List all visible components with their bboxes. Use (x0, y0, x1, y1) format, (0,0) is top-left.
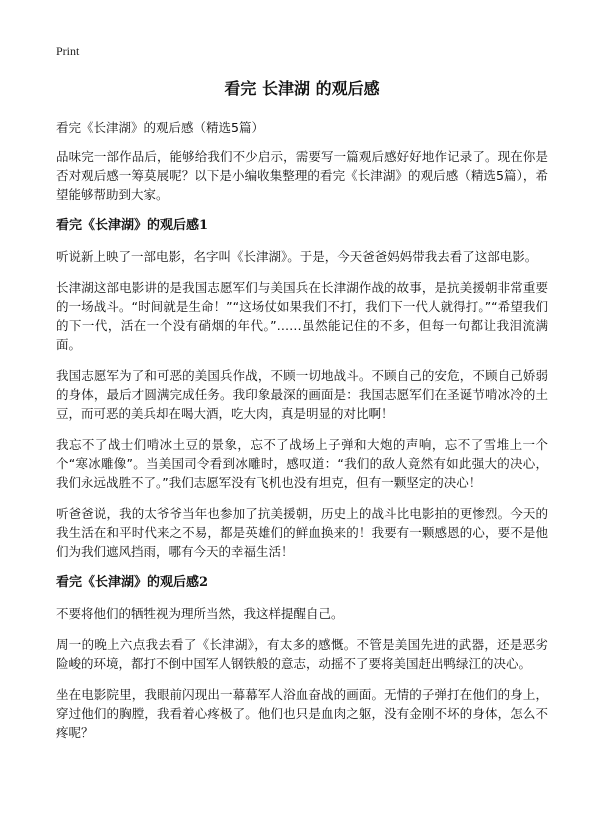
intro-paragraph: 品味完一部作品后，能够给我们不少启示，需要写一篇观后感好好地作记录了。现在你是否对观后感一筹莫展呢？以下是小编收集整理的看完《长津湖》的观后感（精选5篇），希望能够帮助到大家。 (56, 149, 548, 202)
section-2-paragraph-1: 不要将他们的牺牲视为理所当然，我这样提醒自己。 (56, 606, 344, 621)
page-subtitle: 看完《长津湖》的观后感（精选5篇） (56, 120, 264, 135)
section-1-paragraph-2: 长津湖这部电影讲的是我国志愿军们与美国兵在长津湖作战的故事，是抗美援朝非常重要的一场战斗。“时间就是生命！”“这场仗如果我们不打，我们下一代人就得打。”“希望我们的下一代，活在一个没有硝烟的年代。”……虽然能记住的不多，但每一句都让我泪流满面。 (56, 280, 548, 352)
section-2-paragraph-2: 周一的晚上六点我去看了《长津湖》，有太多的感慨。不管是美国先进的武器，还是恶劣险峻的环境，都打不倒中国军人钢铁般的意志，动摇不了要将美国赶出鸭绿江的决心。 (56, 637, 548, 671)
section-heading-2: 看完《长津湖》的观后感2 (56, 575, 209, 590)
section-1-paragraph-3: 我国志愿军为了和可恶的美国兵作战，不顾一切地战斗。不顾自己的安危，不顾自己娇弱的身体，最后才圆满完成任务。我印象最深的画面是：我国志愿军们在圣诞节啃冰冷的土豆，而可恶的美兵却在喝大酒，吃大肉，真是明显的对比啊！ (56, 368, 548, 421)
section-heading-1: 看完《长津湖》的观后感1 (56, 218, 209, 233)
document-body (56, 78, 548, 754)
page-title: 看完 长津湖 的观后感 (224, 79, 380, 98)
section-1-paragraph-5: 听爸爸说，我的太爷爷当年也参加了抗美援朝，历史上的战斗比电影拍的更惨烈。今天的我生活在和平时代来之不易，都是英雄们的鲜血换来的！我要有一颗感恩的心，要不是他们为我们遮风挡雨，哪有今天的幸福生活！ (56, 506, 548, 559)
print-link[interactable]: Print (56, 44, 80, 58)
section-1-paragraph-4: 我忘不了战士们啃冰土豆的景象，忘不了战场上子弹和大炮的声响，忘不了雪堆上一个个“寒冰雕像”。当美国司令看到冰雕时，感叹道：“我们的敌人竟然有如此强大的决心，我们永远战胜不了。”我们志愿军没有飞机也没有坦克，但有一颗坚定的决心！ (56, 437, 548, 490)
section-1-paragraph-1: 听说新上映了一部电影，名字叫《长津湖》。于是，今天爸爸妈妈带我去看了这部电影。 (56, 249, 538, 264)
section-2-paragraph-3: 坐在电影院里，我眼前闪现出一幕幕军人浴血奋战的画面。无情的子弹打在他们的身上，穿过他们的胸膛，我看着心疼极了。他们也只是血肉之躯，没有金刚不坏的身体，怎么不疼呢？ (56, 687, 548, 740)
